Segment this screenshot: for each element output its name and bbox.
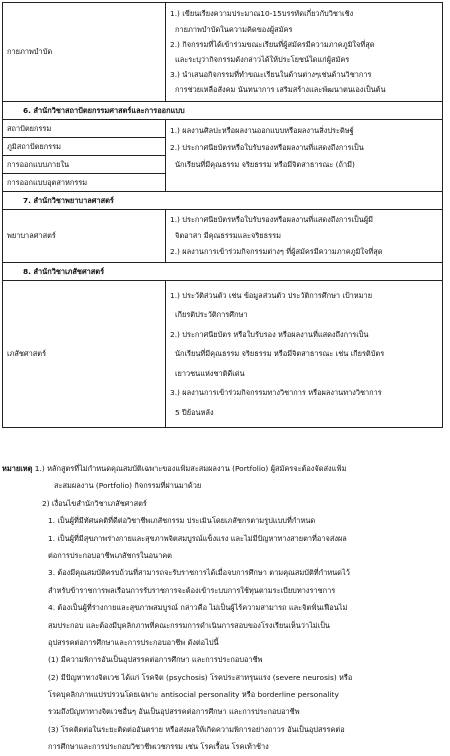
note-line: อุปสรรคต่อการศึกษาและการประกอบอาชีพ ดังต่อไปนี้ [48,637,219,647]
requirement-cell [166,3,443,102]
note-line: (1) มีความพิการอันเป็นอุปสรรคต่อการศึกษา และการประกอบอาชีพ [48,655,263,665]
note-line: สมประกอบ และต้องมีบุคลิกภาพที่คณะกรรมการดำเนินการสอบของโรงเรียนเห็นว่าไม่เป็น [48,620,330,630]
program-cell [3,281,166,428]
section-header: 8. สำนักวิชาเภสัชศาสตร์ [3,263,443,281]
section-header-row [3,192,443,210]
note-line: โรคบุคลิกภาพแปรปรวนโดยเฉพาะ antisocial personality หรือ borderline personality [48,690,339,700]
note-line: ต่อการประกอบอาชีพเภสัชกรในอนาคต [48,550,172,560]
requirement-line: 1.) ประกาศนียบัตรหรือใบรับรองหรือผลงานที่แสดงถึงการเป็นผู้มี [170,215,373,224]
requirement-cell [166,120,443,192]
requirement-line: 3.) ผลงานการเข้าร่วมกิจกรรมทางวิชาการ หรือผลงานทางวิชาการ [170,388,382,398]
program-cell [3,3,166,102]
note-line: 1. เป็นผู้ที่มีทัศนคติที่ดีต่อวิชาชีพเภสัชกรรม ประเมินโดยเภสัชกรตามรูปแบบที่กำหนด [48,516,316,526]
note-line: สะสมผลงาน (Portfolio) กิจกรรมที่ผ่านมาด้วย [54,481,202,491]
program-name: พยาบาลศาสตร์ [7,231,56,241]
note-line: 3. ต้องมีคุณสมบัติครบถ้วนที่สามารถจะรับราชการได้เมื่อจบการศึกษา ตามคุณสมบัติที่กำหนดไว้ [48,568,350,578]
requirement-cell [166,210,443,263]
program-name: การออกแบบภายใน [3,156,165,174]
section-header-row [3,102,443,120]
note-line: สำหรับข้าราชการพลเรือนการรับราชการจะต้องเข้าระบบการใช้ทุนตามระเบียบทางราชการ [48,585,336,595]
requirement-line: 1.) ผลงานศิลปะหรือผลงานออกแบบหรือผลงานสิ่งประดิษฐ์ [170,126,354,135]
requirement-line: 2.) ผลงานการเข้าร่วมกิจกรรมต่างๆ ที่ผู้สมัครมีความภาคภูมิใจที่สุด [170,247,383,256]
requirement-line: กายภาพบำบัดในความคิดของผู้สมัคร [175,24,293,34]
note-line: 1. เป็นผู้ที่มีสุขภาพร่างกายและสุขภาพจิตสมบูรณ์แข็งแรง และไม่มีปัญหาทางสายตาที่อาจส่งผล [48,533,347,543]
note-line: หมายเหตุ 1.) หลักสูตรที่ไม่กำหนดคุณสมบัติเฉพาะของแฟ้มสะสมผลงาน (Portfolio) ผู้สมัครจะต้องจัดส่งแฟ้ม [2,464,347,473]
program-cell [3,120,166,192]
table-row [3,281,443,428]
requirement-line: 2.) กิจกรรมที่ได้เข้าร่วมขณะเรียนที่ผู้สมัครมีความภาคภูมิใจที่สุด [170,39,375,49]
requirement-line: จิตอาสา มีคุณธรรมและจริยธรรม [175,231,281,240]
program-name: เภสัชศาสตร์ [7,349,47,359]
section-header: 6. สำนักวิชาสถาปัตยกรรมศาสตร์และการออกแบบ [3,102,443,120]
requirement-line: 5 ปีย้อนหลัง [175,407,214,417]
program-name: การออกแบบอุตสาหกรรม [7,178,88,187]
requirement-line: 2.) ประกาศนียบัตร หรือใบรับรอง หรือผลงานที่แสดงถึงการเป็น [170,329,369,339]
requirement-line: นักเรียนที่มีคุณธรรม จริยธรรม หรือมีจิตสาธารณะ เช่น เกียรติบัตร [175,349,385,359]
requirement-line: 1.) เขียนเรียงความประมาณ10-15บรรทัดเกี่ยวกับวิชาเชิง [170,9,354,19]
requirement-line: 1.) ประวัติส่วนตัว เช่น ข้อมูลส่วนตัว ประวัติการศึกษา เป้าหมาย [170,290,373,300]
note-line: 4. ต้องเป็นผู้ที่ร่างกายและสุขภาพสมบูรณ์ กล่าวคือ ไม่เป็นผู้ไร้ความสามารถ และจิตฟั่นเฟือนไม่ [48,603,348,613]
program-name: กายภาพบำบัด [7,47,53,57]
notes-label: หมายเหตุ [2,464,33,473]
program-name: สถาปัตยกรรม [3,120,165,138]
note-line: (2) มีปัญหาทางจิตเวช ได้แก่ โรคจิต (psychosis) โรคประสาทรุนแรง (severe neurosis) หรือ [48,672,353,682]
section-header-row [3,263,443,281]
requirements-table [2,2,443,428]
note-line: 2) เงื่อนไขสำนักวิชาเภสัชศาสตร์ [42,498,147,508]
program-cell [3,210,166,263]
requirement-line: เยาวชนแห่งชาติดีเด่น [175,368,245,378]
table-row [3,3,443,102]
requirement-line: การช่วยเหลือสังคม นันทนาการ เสริมสร้างและพัฒนาตนเองเป็นต้น [175,85,386,95]
section-header: 7. สำนักวิชาพยาบาลศาสตร์ [3,192,443,210]
requirement-line: 3.) นำเสนอกิจกรรมที่ทำขณะเรียนในด้านต่างๆเช่นด้านวิชาการ [170,70,372,80]
table-row [3,210,443,263]
requirement-line: 2.) ประกาศนียบัตรหรือใบรับรองหรือผลงานที่แสดงถึงการเป็น [170,143,364,152]
requirement-line: นักเรียนที่มีคุณธรรม จริยธรรม หรือมีจิตสาธารณะ (ถ้ามี) [175,160,355,169]
requirement-cell [166,281,443,428]
requirement-line: และระบุว่ากิจกรรมดังกล่าวได้ให้ประโยชน์ใดแก่ผู้สมัคร [175,55,350,64]
table-row [3,120,443,192]
program-name: ภูมิสถาปัตยกรรม [3,138,165,156]
notes-section [2,460,446,756]
requirement-line: เกียรติประวัติการศึกษา [175,310,248,320]
note-line: การศึกษาและการประกอบวิชาชีพเวชกรรม เช่น โรคเรื้อน โรคเท้าช้าง [48,742,269,752]
note-line: รวมถึงปัญหาทางจิตเวชอื่นๆ อันเป็นอุปสรรคต่อการศึกษา และการประกอบอาชีพ [48,707,300,717]
note-line: (3) โรคติดต่อในระยะติดต่ออันตราย หรือส่งผลให้เกิดความพิการอย่างถาวร อันเป็นอุปสรรคต่อ [48,724,345,734]
